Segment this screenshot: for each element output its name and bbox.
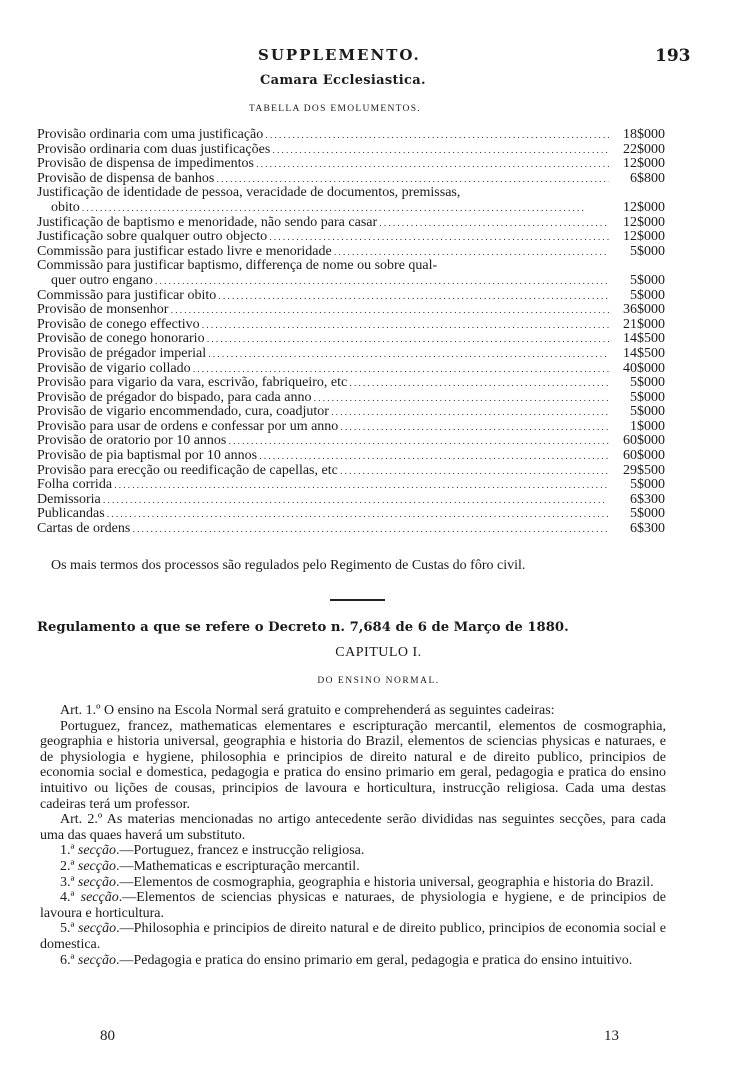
chapter-subtitle: DO ENSINO NORMAL. (317, 676, 440, 686)
fee-value: 6$800 (630, 170, 665, 186)
fee-row (37, 332, 665, 347)
dot-leader (263, 128, 609, 142)
section-text: Portuguez, francez e instrucção religiosa. (133, 843, 365, 859)
fee-row (37, 449, 665, 464)
fee-row (37, 493, 665, 508)
fee-value: 60$000 (623, 433, 665, 449)
section-text: Mathematicas e escripturação mercantil. (133, 858, 360, 874)
section-item: 4.ª secção.—Elementos de sciencias physicas e naturaes, de physiologia e hygiene, e de principios de lavoura e horticultura. (40, 890, 667, 921)
fee-label: Cartas de ordens (37, 522, 131, 537)
fee-value: 14$500 (623, 331, 665, 347)
fee-row (37, 376, 665, 391)
section-label: secção (78, 921, 117, 937)
regulation-title: Regulamento a que se refere o Decreto n. 7,684 de 6 de Março de 1880. (37, 620, 569, 635)
section-label: secção (77, 843, 116, 859)
section-divider (330, 599, 385, 601)
dot-leader (270, 143, 609, 157)
page-number: 193 (655, 46, 691, 66)
section-label: secção (77, 952, 116, 968)
fee-label: Provisão de conego honorario (37, 332, 205, 347)
section-label: secção (80, 890, 119, 906)
fee-label: Justificação sobre qualquer outro objecto (37, 230, 268, 245)
fee-row (37, 201, 665, 216)
fee-row (37, 216, 665, 231)
fee-note: Os mais termos dos processos são regulados pelo Regimento de Custas do fôro civil. (51, 558, 526, 573)
article-1-list: Portuguez, francez, mathematicas elementares e escripturação mercantil, elementos de cosmographia, geographia e historia universal, geographia e historia do Brazil, elementos de sciencias physicas e naturaes, e de physiologia e hygiene, philosophia e principios de direito natural e de direito publico, principios de economia social e domestica, pedagogia e pratica do ensino primario em geral, pedagogia e pratica do ensino intuitivo ou lições de cousas, principios de lavoura e horticultura, instrucção religiosa. Cada uma destas cadeiras terá um professor. (40, 718, 666, 812)
fee-label: Provisão de monsenhor (37, 303, 169, 318)
running-head (0, 46, 747, 70)
section-label: secção (77, 874, 116, 890)
fee-row (37, 172, 665, 187)
dot-leader (338, 464, 609, 478)
dot-leader (216, 289, 609, 303)
fee-row (37, 274, 665, 289)
dot-leader (267, 230, 609, 244)
fee-label: Provisão de prégador imperial (37, 346, 207, 361)
chapter-heading: CAPITULO I. (335, 645, 422, 660)
fee-value: 60$000 (623, 448, 665, 464)
section-item: 2.ª secção.—Mathematicas e escripturação mercantil. (60, 858, 360, 874)
dot-leader (205, 332, 609, 346)
fee-value: 5$000 (630, 477, 665, 493)
dot-leader (329, 405, 609, 419)
dot-leader (254, 157, 609, 171)
fee-value: 12$000 (623, 214, 665, 230)
fee-value: 21$000 (623, 316, 665, 332)
dot-leader (153, 274, 609, 288)
dot-leader (347, 376, 609, 390)
dot-leader (226, 434, 609, 448)
fee-value: 18$000 (623, 127, 665, 142)
fee-row (37, 143, 665, 158)
fee-value: 12$000 (623, 156, 665, 172)
fee-label: Commissão para justificar estado livre e menoridade (37, 244, 332, 259)
fee-label: Provisão para vigario da vara, escrivão, fabriqueiro, etc (37, 376, 348, 391)
section-number: 3.ª (60, 874, 75, 890)
section-number: 5.ª (60, 921, 75, 937)
dot-leader (338, 420, 609, 434)
section-text: Pedagogia e pratica do ensino primario em geral, pedagogia e pratica do ensino intuitivo. (133, 952, 633, 968)
section-item: 1.ª secção.—Portuguez, francez e instrucção religiosa. (60, 843, 365, 859)
fee-label: Commissão para justificar baptismo, differença de nome ou sobre qual- (37, 259, 438, 274)
dot-leader (105, 507, 609, 521)
section-number: 2.ª (60, 858, 75, 874)
fee-label: Provisão de conego effectivo (37, 317, 200, 332)
fee-row (37, 289, 665, 304)
dot-leader (311, 391, 609, 405)
fee-label: Justificação de identidade de pessoa, veracidade de documentos, premissas, (37, 186, 461, 201)
section-item: 3.ª secção.—Elementos de cosmographia, geographia e historia universal, geographia e historia do Brazil. (60, 874, 654, 890)
fee-row (37, 128, 665, 143)
fee-label: Demissoria (37, 492, 101, 507)
fee-row (37, 303, 665, 318)
section-text: Elementos de cosmographia, geographia e historia universal, geographia e historia do Brazil. (133, 874, 654, 890)
fee-label: Provisão para erecção ou reedificação de capellas, etc (37, 463, 338, 478)
running-title: SUPPLEMENTO. (258, 46, 421, 64)
section-number: 6.ª (60, 952, 75, 968)
fee-row (37, 245, 665, 260)
regulation-body (40, 703, 666, 968)
fee-label-continuation: quer outro engano (51, 273, 153, 288)
section-title: Camara Ecclesiastica. (260, 73, 426, 88)
fee-label: Provisão ordinaria com uma justificação (37, 128, 264, 142)
fee-row (37, 507, 665, 522)
fee-value: 29$500 (623, 462, 665, 478)
fee-label: Commissão para justificar obito (37, 288, 217, 303)
section-item: 5.ª secção.—Philosophia e principios de direito natural e de direito publico, principios de economia social e domestica. (40, 921, 667, 952)
signature-mark-left: 80 (100, 1028, 115, 1044)
fee-row (37, 391, 665, 406)
fee-label: Provisão ordinaria com duas justificações (37, 142, 271, 157)
fee-row (37, 434, 665, 449)
dot-leader (130, 522, 609, 536)
fee-label: Provisão de pia baptismal por 10 annos (37, 449, 258, 464)
section-item: 6.ª secção.—Pedagogia e pratica do ensino primario em geral, pedagogia e pratica do ensino intuitivo. (60, 952, 633, 968)
dot-leader (191, 362, 609, 376)
fee-row (37, 420, 665, 435)
fee-row (37, 522, 665, 537)
dot-leader (80, 201, 584, 215)
fee-label: Folha corrida (37, 478, 113, 493)
section-text: Elementos de sciencias physicas e naturaes, de physiologia e hygiene, e de principios de lavoura e horticultura. (40, 890, 667, 921)
fee-row (37, 230, 665, 245)
section-text: Philosophia e principios de direito natural e de direito publico, principios de economia social e domestica. (40, 921, 667, 952)
table-caption: TABELLA DOS EMOLUMENTOS. (249, 104, 421, 114)
fee-value: 36$000 (623, 302, 665, 318)
dot-leader (377, 216, 609, 230)
article-2-intro: Art. 2.º As materias mencionadas no artigo antecedente serão divididas nas seguintes secções, para cada uma das quaes haverá um substituto. (40, 812, 666, 843)
fee-value: 12$000 (623, 199, 665, 215)
fee-table (37, 128, 665, 537)
dot-leader (332, 245, 609, 259)
section-number: 4.ª (60, 890, 75, 906)
dot-leader (214, 172, 609, 186)
fee-label: Provisão de vigario collado (37, 361, 191, 376)
fee-row (37, 405, 665, 420)
fee-value: 22$000 (623, 141, 665, 157)
dot-leader (206, 347, 609, 361)
fee-label: Provisão de prégador do bispado, para cada anno (37, 390, 312, 405)
fee-value: 6$300 (630, 521, 665, 537)
dot-leader (112, 478, 609, 492)
fee-value: 5$000 (630, 389, 665, 405)
section-label: secção (77, 858, 116, 874)
article-1-intro: Art. 1.º O ensino na Escola Normal será gratuito e comprehenderá as seguintes cadeiras: (60, 703, 555, 718)
section-number: 1.ª (60, 843, 75, 859)
fee-label: Provisão para usar de ordens e confessar por um anno (37, 419, 339, 434)
fee-value: 14$500 (623, 345, 665, 361)
fee-value: 5$000 (630, 272, 665, 288)
fee-row (37, 478, 665, 493)
fee-row-label-line (37, 259, 665, 274)
fee-label: Publicandas (37, 507, 105, 522)
dot-leader (257, 449, 609, 463)
fee-value: 40$000 (623, 360, 665, 376)
fee-value: 5$000 (630, 404, 665, 420)
fee-label: Justificação de baptismo e menoridade, não sendo para casar (37, 215, 378, 230)
fee-row-label-line (37, 186, 665, 201)
fee-value: 5$000 (630, 287, 665, 303)
fee-value: 5$000 (630, 243, 665, 259)
fee-value: 5$000 (630, 375, 665, 391)
fee-value: 5$000 (630, 506, 665, 522)
fee-row (37, 362, 665, 377)
sections-list (40, 843, 666, 968)
fee-row (37, 157, 665, 172)
dot-leader (168, 303, 609, 317)
fee-row (37, 318, 665, 333)
signature-mark-right: 13 (604, 1028, 619, 1044)
fee-value: 12$000 (623, 229, 665, 245)
fee-label-continuation: obito (51, 200, 80, 215)
fee-value: 6$300 (630, 491, 665, 507)
dot-leader (200, 318, 609, 332)
fee-row (37, 464, 665, 479)
fee-label: Provisão de dispensa de impedimentos (37, 157, 254, 172)
dot-leader (101, 493, 605, 507)
fee-label: Provisão de vigario encommendado, cura, coadjutor (37, 405, 329, 420)
fee-row (37, 347, 665, 362)
fee-label: Provisão de oratorio por 10 annos (37, 434, 227, 449)
fee-label: Provisão de dispensa de banhos (37, 171, 215, 186)
fee-value: 1$000 (630, 418, 665, 434)
